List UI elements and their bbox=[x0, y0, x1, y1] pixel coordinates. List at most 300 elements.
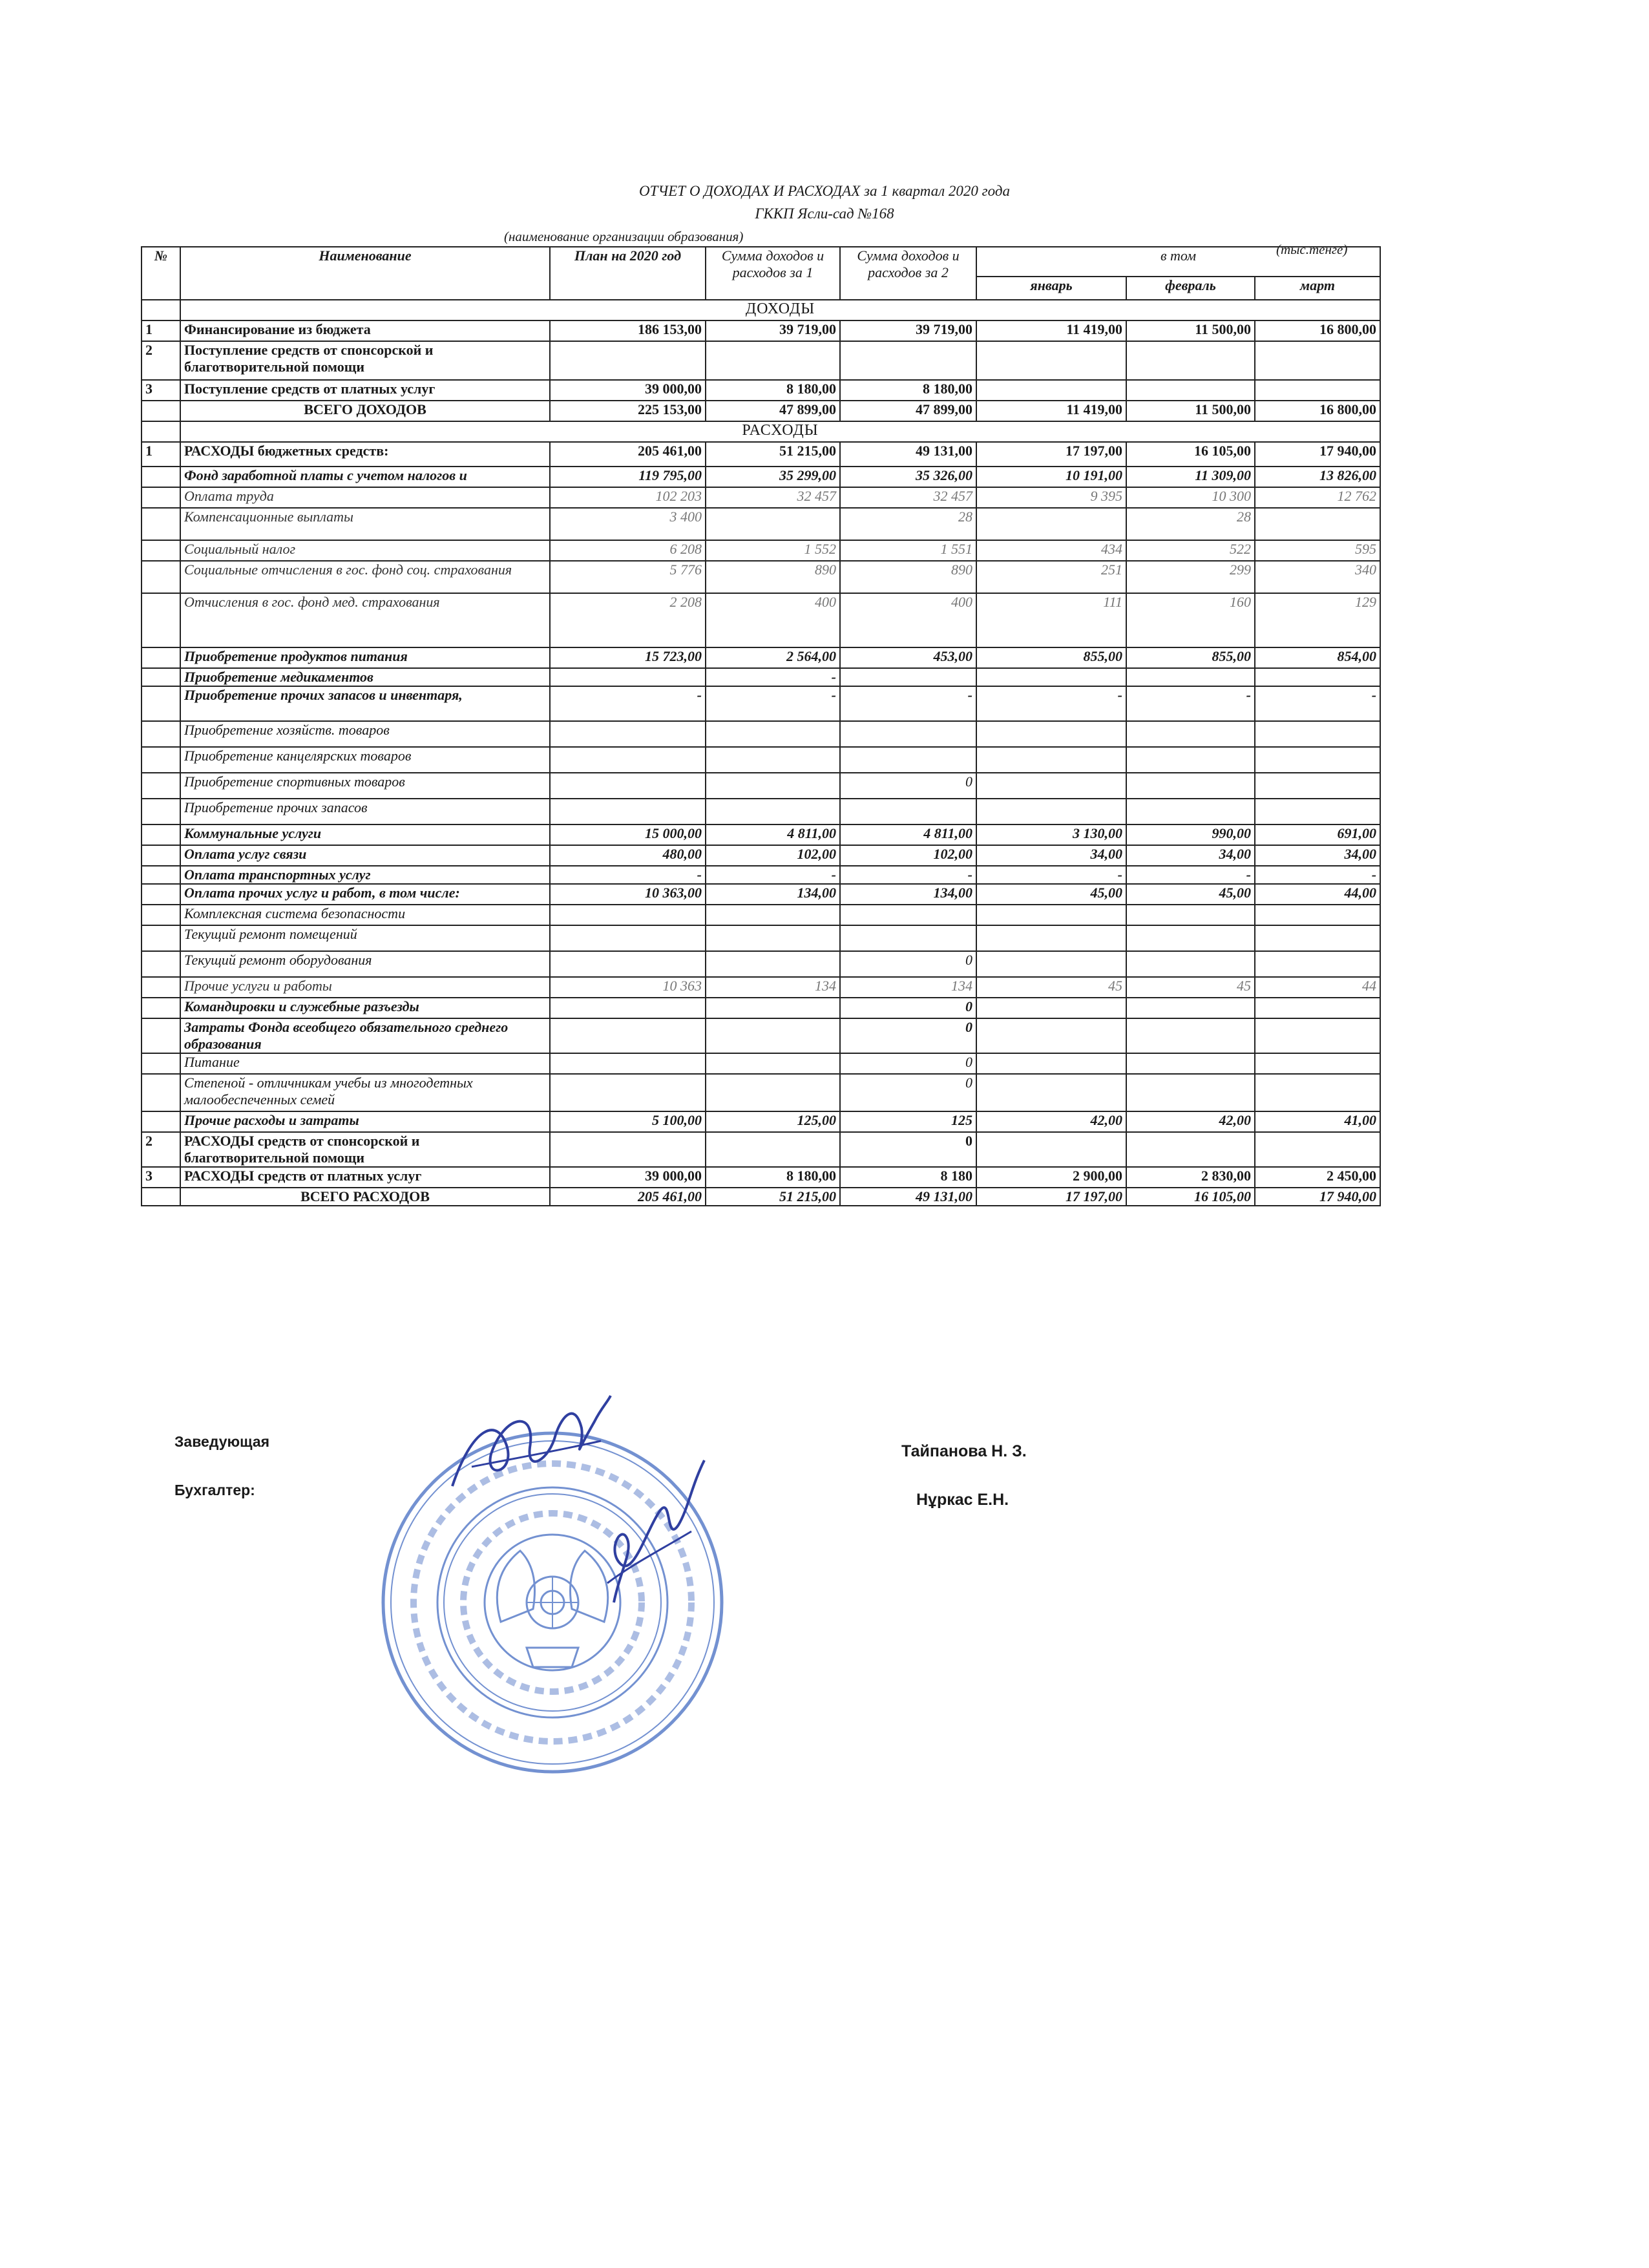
cell-mar: 12 762 bbox=[1255, 487, 1380, 508]
cell-s1: - bbox=[706, 668, 840, 686]
row-name: Оплата услуг связи bbox=[180, 845, 550, 866]
cell-jan bbox=[976, 747, 1126, 773]
row-number bbox=[142, 1074, 180, 1111]
row-number: 3 bbox=[142, 380, 180, 401]
row-name: Оплата прочих услуг и работ, в том числе: bbox=[180, 884, 550, 905]
row-number bbox=[142, 721, 180, 747]
cell-s2: 453,00 bbox=[840, 647, 976, 668]
cell-s1: 400 bbox=[706, 593, 840, 647]
cell-plan: 225 153,00 bbox=[550, 401, 706, 421]
row-name: Степеной - отличникам учебы из многодетных малообеспеченных семей bbox=[180, 1074, 550, 1111]
cell-s2: 32 457 bbox=[840, 487, 976, 508]
cell-jan bbox=[976, 951, 1126, 977]
cell-s1 bbox=[706, 1018, 840, 1053]
expense-row bbox=[142, 1018, 1380, 1053]
cell-mar bbox=[1255, 1074, 1380, 1111]
row-name: Затраты Фонда всеобщего обязательного среднего образования bbox=[180, 1018, 550, 1053]
cell-s2 bbox=[840, 721, 976, 747]
cell-mar: 129 bbox=[1255, 593, 1380, 647]
cell-mar bbox=[1255, 508, 1380, 540]
row-number bbox=[142, 998, 180, 1018]
cell-s2: 8 180 bbox=[840, 1167, 976, 1188]
cell-plan bbox=[550, 1074, 706, 1111]
cell-plan: - bbox=[550, 866, 706, 884]
cell-feb: 16 105,00 bbox=[1126, 1188, 1255, 1206]
cell-mar: 16 800,00 bbox=[1255, 320, 1380, 341]
cell-s2: 39 719,00 bbox=[840, 320, 976, 341]
cell-jan: 42,00 bbox=[976, 1111, 1126, 1132]
expense-row bbox=[142, 540, 1380, 561]
cell-s2: 1 551 bbox=[840, 540, 976, 561]
row-name: Текущий ремонт оборудования bbox=[180, 951, 550, 977]
cell-s1: 102,00 bbox=[706, 845, 840, 866]
head-signature bbox=[446, 1389, 614, 1518]
cell-s1: 890 bbox=[706, 561, 840, 593]
cell-jan: 10 191,00 bbox=[976, 467, 1126, 487]
expense-row bbox=[142, 884, 1380, 905]
row-number: 2 bbox=[142, 341, 180, 380]
cell-s2 bbox=[840, 668, 976, 686]
cell-s2: 35 326,00 bbox=[840, 467, 976, 487]
expense-row bbox=[142, 686, 1380, 721]
row-number bbox=[142, 977, 180, 998]
expense-row bbox=[142, 905, 1380, 925]
units-label: (тыс.тенге) bbox=[1276, 242, 1348, 257]
cell-plan: 15 723,00 bbox=[550, 647, 706, 668]
cell-s1: 2 564,00 bbox=[706, 647, 840, 668]
expense-row bbox=[142, 824, 1380, 845]
cell-feb: 16 105,00 bbox=[1126, 442, 1255, 467]
cell-s1: - bbox=[706, 686, 840, 721]
expense-row bbox=[142, 1132, 1380, 1167]
cell-jan: 111 bbox=[976, 593, 1126, 647]
row-number bbox=[142, 905, 180, 925]
cell-plan: 5 100,00 bbox=[550, 1111, 706, 1132]
cell-mar bbox=[1255, 773, 1380, 799]
row-number bbox=[142, 1018, 180, 1053]
head-name: Тайпанова Н. З. bbox=[901, 1442, 1027, 1460]
row-number bbox=[142, 845, 180, 866]
cell-mar: 340 bbox=[1255, 561, 1380, 593]
cell-s1: 32 457 bbox=[706, 487, 840, 508]
cell-mar: 17 940,00 bbox=[1255, 442, 1380, 467]
cell-jan: - bbox=[976, 686, 1126, 721]
expense-row bbox=[142, 925, 1380, 951]
cell-feb bbox=[1126, 380, 1255, 401]
cell-feb bbox=[1126, 905, 1255, 925]
row-number bbox=[142, 773, 180, 799]
expense-row bbox=[142, 799, 1380, 824]
cell-feb bbox=[1126, 1074, 1255, 1111]
cell-s2: 8 180,00 bbox=[840, 380, 976, 401]
cell-s2: 49 131,00 bbox=[840, 1188, 976, 1206]
col-january: январь bbox=[976, 277, 1126, 300]
row-number: 1 bbox=[142, 320, 180, 341]
cell-mar bbox=[1255, 951, 1380, 977]
expense-row bbox=[142, 647, 1380, 668]
cell-s2: - bbox=[840, 866, 976, 884]
expense-row bbox=[142, 1053, 1380, 1074]
cell-plan: 2 208 bbox=[550, 593, 706, 647]
cell-s1: 125,00 bbox=[706, 1111, 840, 1132]
cell-jan bbox=[976, 721, 1126, 747]
section-expense bbox=[142, 421, 1380, 442]
row-number bbox=[142, 1111, 180, 1132]
cell-s2: 134 bbox=[840, 977, 976, 998]
cell-s2 bbox=[840, 905, 976, 925]
cell-plan: 119 795,00 bbox=[550, 467, 706, 487]
cell-feb bbox=[1126, 341, 1255, 380]
cell-feb: 299 bbox=[1126, 561, 1255, 593]
col-group: в том bbox=[976, 247, 1380, 277]
cell-mar: 16 800,00 bbox=[1255, 401, 1380, 421]
cell-jan: 434 bbox=[976, 540, 1126, 561]
cell-mar: 17 940,00 bbox=[1255, 1188, 1380, 1206]
cell-s2: 0 bbox=[840, 951, 976, 977]
cell-feb bbox=[1126, 1018, 1255, 1053]
cell-mar bbox=[1255, 905, 1380, 925]
col-sum1: Сумма доходов и расходов за 1 bbox=[706, 247, 840, 300]
expense-row bbox=[142, 1074, 1380, 1111]
row-number bbox=[142, 401, 180, 421]
cell-jan bbox=[976, 1053, 1126, 1074]
cell-s2: 102,00 bbox=[840, 845, 976, 866]
expense-row bbox=[142, 998, 1380, 1018]
accountant-name: Нұркас Е.Н. bbox=[916, 1491, 1009, 1509]
cell-feb bbox=[1126, 951, 1255, 977]
cell-plan bbox=[550, 1132, 706, 1167]
cell-plan: 480,00 bbox=[550, 845, 706, 866]
cell-mar: 854,00 bbox=[1255, 647, 1380, 668]
row-name: ВСЕГО РАСХОДОВ bbox=[180, 1188, 550, 1206]
row-number bbox=[142, 686, 180, 721]
cell-feb: 34,00 bbox=[1126, 845, 1255, 866]
cell-s2: 890 bbox=[840, 561, 976, 593]
row-name: Командировки и служебные разъезды bbox=[180, 998, 550, 1018]
cell-feb bbox=[1126, 773, 1255, 799]
cell-mar: - bbox=[1255, 686, 1380, 721]
row-name: Коммунальные услуги bbox=[180, 824, 550, 845]
row-number bbox=[142, 884, 180, 905]
cell-plan: 186 153,00 bbox=[550, 320, 706, 341]
row-name: Приобретение хозяйств. товаров bbox=[180, 721, 550, 747]
cell-jan: 11 419,00 bbox=[976, 401, 1126, 421]
cell-s1 bbox=[706, 998, 840, 1018]
row-name: Социальный налог bbox=[180, 540, 550, 561]
cell-s2: 4 811,00 bbox=[840, 824, 976, 845]
cell-s1: 134 bbox=[706, 977, 840, 998]
cell-jan: 3 130,00 bbox=[976, 824, 1126, 845]
cell-jan: 855,00 bbox=[976, 647, 1126, 668]
expense-row bbox=[142, 773, 1380, 799]
cell-jan bbox=[976, 1074, 1126, 1111]
row-number bbox=[142, 487, 180, 508]
cell-plan: 39 000,00 bbox=[550, 1167, 706, 1188]
cell-mar: 44 bbox=[1255, 977, 1380, 998]
income-expense-table bbox=[141, 246, 1381, 1206]
cell-s1 bbox=[706, 773, 840, 799]
row-name: Фонд заработной платы с учетом налогов и bbox=[180, 467, 550, 487]
expense-row bbox=[142, 668, 1380, 686]
expense-row bbox=[142, 721, 1380, 747]
cell-feb: 990,00 bbox=[1126, 824, 1255, 845]
row-number bbox=[142, 1053, 180, 1074]
cell-s2: 0 bbox=[840, 773, 976, 799]
row-name: ВСЕГО ДОХОДОВ bbox=[180, 401, 550, 421]
cell-s2 bbox=[840, 341, 976, 380]
cell-mar bbox=[1255, 1132, 1380, 1167]
row-number bbox=[142, 467, 180, 487]
cell-s1 bbox=[706, 951, 840, 977]
cell-s1: 35 299,00 bbox=[706, 467, 840, 487]
organization-name: ГККП Ясли-сад №168 bbox=[755, 205, 894, 222]
row-name: Компенсационные выплаты bbox=[180, 508, 550, 540]
cell-s1: 47 899,00 bbox=[706, 401, 840, 421]
col-february: февраль bbox=[1126, 277, 1255, 300]
row-name: Приобретение медикаментов bbox=[180, 668, 550, 686]
cell-jan bbox=[976, 998, 1126, 1018]
row-name: Приобретение спортивных товаров bbox=[180, 773, 550, 799]
section-income bbox=[142, 300, 1380, 320]
cell-s2: 0 bbox=[840, 998, 976, 1018]
cell-s2: 0 bbox=[840, 1074, 976, 1111]
cell-s1 bbox=[706, 1132, 840, 1167]
cell-feb: 2 830,00 bbox=[1126, 1167, 1255, 1188]
cell-jan: 9 395 bbox=[976, 487, 1126, 508]
cell-s2 bbox=[840, 747, 976, 773]
cell-s2: 134,00 bbox=[840, 884, 976, 905]
cell-jan: 11 419,00 bbox=[976, 320, 1126, 341]
cell-jan: 17 197,00 bbox=[976, 1188, 1126, 1206]
row-name: Поступление средств от спонсорской и благотворительной помощи bbox=[180, 341, 550, 380]
cell-s2: 125 bbox=[840, 1111, 976, 1132]
cell-feb: - bbox=[1126, 686, 1255, 721]
cell-s1 bbox=[706, 747, 840, 773]
expense-row bbox=[142, 467, 1380, 487]
row-name: Питание bbox=[180, 1053, 550, 1074]
cell-s1: 4 811,00 bbox=[706, 824, 840, 845]
cell-s1 bbox=[706, 925, 840, 951]
cell-feb: 28 bbox=[1126, 508, 1255, 540]
row-number bbox=[142, 508, 180, 540]
row-number: 2 bbox=[142, 1132, 180, 1167]
cell-plan bbox=[550, 1018, 706, 1053]
col-number: № bbox=[142, 247, 180, 300]
cell-mar: 41,00 bbox=[1255, 1111, 1380, 1132]
row-name: Поступление средств от платных услуг bbox=[180, 380, 550, 401]
cell-s1: 134,00 bbox=[706, 884, 840, 905]
expense-row bbox=[142, 593, 1380, 647]
cell-plan bbox=[550, 668, 706, 686]
cell-feb bbox=[1126, 1132, 1255, 1167]
cell-plan: 205 461,00 bbox=[550, 442, 706, 467]
cell-jan: 34,00 bbox=[976, 845, 1126, 866]
cell-jan bbox=[976, 508, 1126, 540]
cell-feb bbox=[1126, 1053, 1255, 1074]
cell-mar: 34,00 bbox=[1255, 845, 1380, 866]
row-name: Отчисления в гос. фонд мед. страхования bbox=[180, 593, 550, 647]
cell-mar: 13 826,00 bbox=[1255, 467, 1380, 487]
cell-feb: 11 309,00 bbox=[1126, 467, 1255, 487]
row-name: Оплата труда bbox=[180, 487, 550, 508]
cell-s1 bbox=[706, 1053, 840, 1074]
cell-mar bbox=[1255, 747, 1380, 773]
cell-s1: - bbox=[706, 866, 840, 884]
cell-mar bbox=[1255, 380, 1380, 401]
cell-feb: 160 bbox=[1126, 593, 1255, 647]
cell-s1: 39 719,00 bbox=[706, 320, 840, 341]
cell-s2: 47 899,00 bbox=[840, 401, 976, 421]
col-name: Наименование bbox=[180, 247, 550, 300]
row-number bbox=[142, 668, 180, 686]
row-name: Прочие расходы и затраты bbox=[180, 1111, 550, 1132]
cell-s2 bbox=[840, 925, 976, 951]
cell-mar bbox=[1255, 1053, 1380, 1074]
cell-s1 bbox=[706, 721, 840, 747]
cell-plan: 15 000,00 bbox=[550, 824, 706, 845]
cell-feb bbox=[1126, 998, 1255, 1018]
cell-s2: 0 bbox=[840, 1132, 976, 1167]
expense-row bbox=[142, 561, 1380, 593]
cell-s1 bbox=[706, 1074, 840, 1111]
cell-mar bbox=[1255, 668, 1380, 686]
row-name: Приобретение прочих запасов и инвентаря, bbox=[180, 686, 550, 721]
cell-mar bbox=[1255, 1018, 1380, 1053]
cell-plan: 6 208 bbox=[550, 540, 706, 561]
cell-feb: 11 500,00 bbox=[1126, 320, 1255, 341]
cell-mar: 44,00 bbox=[1255, 884, 1380, 905]
cell-plan bbox=[550, 1053, 706, 1074]
cell-mar bbox=[1255, 925, 1380, 951]
report-title: ОТЧЕТ О ДОХОДАХ И РАСХОДАХ за 1 квартал 2020 года bbox=[639, 183, 1010, 199]
cell-plan bbox=[550, 998, 706, 1018]
cell-mar bbox=[1255, 998, 1380, 1018]
cell-jan: 2 900,00 bbox=[976, 1167, 1126, 1188]
cell-s2: 28 bbox=[840, 508, 976, 540]
cell-feb bbox=[1126, 799, 1255, 824]
cell-jan bbox=[976, 925, 1126, 951]
row-number bbox=[142, 824, 180, 845]
cell-plan: 10 363 bbox=[550, 977, 706, 998]
cell-plan bbox=[550, 721, 706, 747]
expense-row bbox=[142, 442, 1380, 467]
cell-plan bbox=[550, 905, 706, 925]
accountant-label: Бухгалтер: bbox=[174, 1482, 255, 1498]
cell-jan bbox=[976, 905, 1126, 925]
cell-jan: 45 bbox=[976, 977, 1126, 998]
expense-row bbox=[142, 508, 1380, 540]
cell-plan: 10 363,00 bbox=[550, 884, 706, 905]
cell-mar: - bbox=[1255, 866, 1380, 884]
cell-mar: 691,00 bbox=[1255, 824, 1380, 845]
cell-mar bbox=[1255, 721, 1380, 747]
cell-mar bbox=[1255, 799, 1380, 824]
cell-feb bbox=[1126, 668, 1255, 686]
cell-s1: 1 552 bbox=[706, 540, 840, 561]
row-name: РАСХОДЫ бюджетных средств: bbox=[180, 442, 550, 467]
row-name: Комплексная система безопасности bbox=[180, 905, 550, 925]
row-number bbox=[142, 747, 180, 773]
row-number bbox=[142, 593, 180, 647]
row-name: РАСХОДЫ средств от спонсорской и благотворительной помощи bbox=[180, 1132, 550, 1167]
cell-plan: 205 461,00 bbox=[550, 1188, 706, 1206]
cell-mar: 2 450,00 bbox=[1255, 1167, 1380, 1188]
row-name: Текущий ремонт помещений bbox=[180, 925, 550, 951]
cell-s1 bbox=[706, 905, 840, 925]
row-name: Социальные отчисления в гос. фонд соц. страхования bbox=[180, 561, 550, 593]
cell-plan: 3 400 bbox=[550, 508, 706, 540]
col-march: март bbox=[1255, 277, 1380, 300]
cell-feb: 855,00 bbox=[1126, 647, 1255, 668]
cell-s1 bbox=[706, 508, 840, 540]
row-name: Приобретение продуктов питания bbox=[180, 647, 550, 668]
cell-feb: 522 bbox=[1126, 540, 1255, 561]
cell-plan bbox=[550, 773, 706, 799]
income-total-row bbox=[142, 401, 1380, 421]
cell-s2: - bbox=[840, 686, 976, 721]
income-row bbox=[142, 320, 1380, 341]
row-name: Финансирование из бюджета bbox=[180, 320, 550, 341]
cell-s1: 8 180,00 bbox=[706, 1167, 840, 1188]
cell-s1: 51 215,00 bbox=[706, 1188, 840, 1206]
cell-plan bbox=[550, 341, 706, 380]
row-number: 3 bbox=[142, 1167, 180, 1188]
row-number bbox=[142, 951, 180, 977]
row-number: 1 bbox=[142, 442, 180, 467]
income-row bbox=[142, 341, 1380, 380]
cell-plan bbox=[550, 925, 706, 951]
row-number bbox=[142, 647, 180, 668]
cell-jan bbox=[976, 773, 1126, 799]
cell-jan: - bbox=[976, 866, 1126, 884]
cell-mar: 595 bbox=[1255, 540, 1380, 561]
accountant-signature bbox=[594, 1454, 711, 1622]
cell-feb: 45,00 bbox=[1126, 884, 1255, 905]
cell-jan: 17 197,00 bbox=[976, 442, 1126, 467]
cell-plan bbox=[550, 747, 706, 773]
cell-jan bbox=[976, 380, 1126, 401]
cell-jan bbox=[976, 341, 1126, 380]
head-label: Заведующая bbox=[174, 1433, 270, 1450]
row-number bbox=[142, 925, 180, 951]
cell-plan bbox=[550, 799, 706, 824]
cell-feb bbox=[1126, 925, 1255, 951]
cell-mar bbox=[1255, 341, 1380, 380]
cell-s2 bbox=[840, 799, 976, 824]
cell-jan bbox=[976, 1018, 1126, 1053]
cell-plan: 39 000,00 bbox=[550, 380, 706, 401]
row-name: РАСХОДЫ средств от платных услуг bbox=[180, 1167, 550, 1188]
section-spacer bbox=[142, 421, 180, 442]
row-number bbox=[142, 866, 180, 884]
section-income-label: ДОХОДЫ bbox=[180, 300, 1380, 320]
expense-row bbox=[142, 845, 1380, 866]
cell-jan: 251 bbox=[976, 561, 1126, 593]
section-expense-label: РАСХОДЫ bbox=[180, 421, 1380, 442]
cell-feb: 11 500,00 bbox=[1126, 401, 1255, 421]
cell-s1 bbox=[706, 341, 840, 380]
expense-row bbox=[142, 1167, 1380, 1188]
cell-jan bbox=[976, 799, 1126, 824]
cell-s2: 49 131,00 bbox=[840, 442, 976, 467]
row-number bbox=[142, 561, 180, 593]
row-number bbox=[142, 799, 180, 824]
cell-feb bbox=[1126, 747, 1255, 773]
expense-row bbox=[142, 1111, 1380, 1132]
expense-total-row bbox=[142, 1188, 1380, 1206]
cell-feb: - bbox=[1126, 866, 1255, 884]
cell-plan: - bbox=[550, 686, 706, 721]
